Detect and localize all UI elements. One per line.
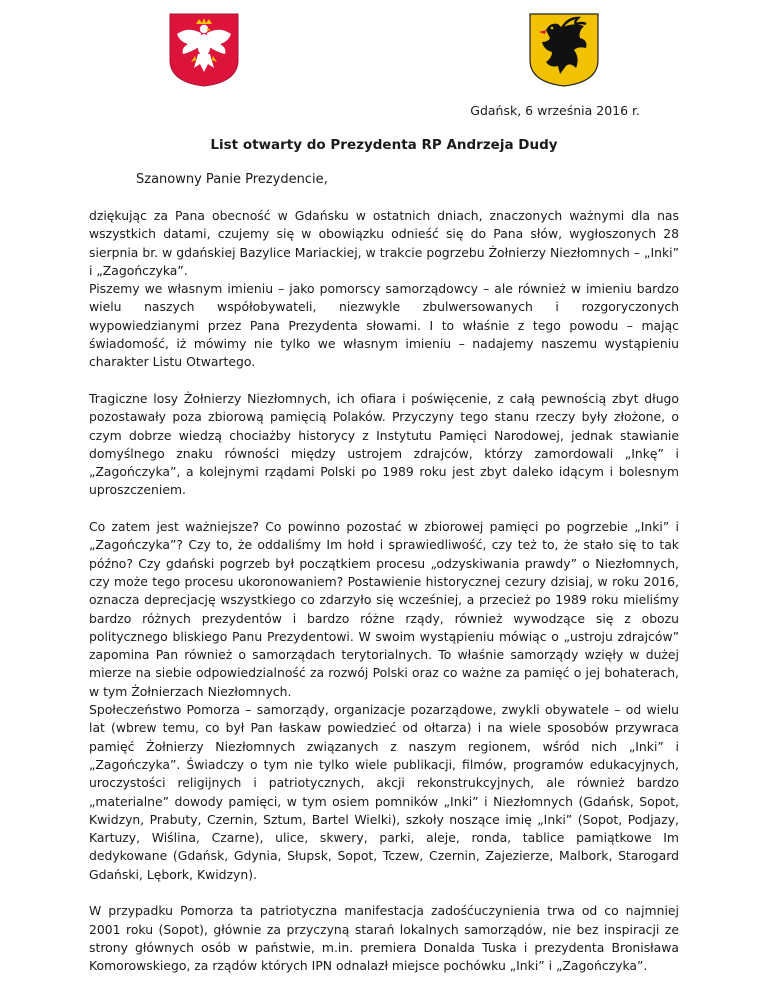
paragraph: W przypadku Pomorza ta patriotyczna manifestacja zadośćuczynienia trwa od co najmniej 2001 roku (Sopot), głównie za przyczyną starań lokalnych samorządów, nie bez inspiracji ze strony głównych osób w państwie, m.in. premiera Donalda Tuska i prezydenta Bronisława Komorowskiego, za rządów których IPN odnalazł miejsce pochówku „Inki” i „Zagończyka”. <box>89 903 679 974</box>
pomerania-coat-of-arms-icon <box>528 12 600 88</box>
poland-coat-of-arms-icon <box>168 12 240 88</box>
letter-salutation: Szanowny Panie Prezydencie, <box>136 172 328 187</box>
paragraph: Społeczeństwo Pomorza – samorządy, organizacje pozarządowe, zwykli obywatele – od wielu lat (wbrew temu, co był Pan łaskaw powiedzieć od ołtarza) i na wiele sposobów przywraca pamięć Żołnierzy Niezłomnych związanych z naszym regionem, wśród nich „Inki” i „Zagończyka”. Świadczy o tym nie tylko wiele publikacji, filmów, programów edukacyjnych, uroczystości religijnych i patriotycznych, akcji rekonstrukcyjnych, ale również bardzo „materialne” dowody pamięci, w tym osiem pomników „Inki” i Niezłomnych (Gdańsk, Sopot, Kwidzyn, Prabuty, Czernin, Sztum, Bartel Wielki), szkoły noszące imię „Inki” (Sopot, Podjazy, Kartuzy, Wiślina, Czarne), ulice, skwery, parki, aleje, ronda, tablice pamiątkowe Im dedykowane (Gdańsk, Gdynia, Słupsk, Sopot, Tczew, Czernin, Zajezierze, Malbork, Starogard Gdański, Lębork, Kwidzyn). <box>89 702 679 882</box>
letter-title: List otwarty do Prezydenta RP Andrzeja Dudy <box>210 137 558 153</box>
paragraph: dziękując za Pana obecność w Gdańsku w ostatnich dniach, znaczonych ważnymi dla nas wszystkich datami, czujemy się w obowiązku odnieść się do Pana słów, wygłoszonych 28 sierpnia br. w gdańskiej Bazylice Mariackiej, w trakcie pogrzebu Żołnierzy Niezłomnych – „Inki” i „Zagończyka”. <box>89 208 679 278</box>
letter-date: Gdańsk, 6 września 2016 r. <box>470 103 640 118</box>
paragraph: Co zatem jest ważniejsze? Co powinno pozostać w zbiorowej pamięci po pogrzebie „Inki” i „Zagończyka”? Czy to, że oddaliśmy Im hołd i sprawiedliwość, czy też to, że stało się to tak późno? Czy gdański pogrzeb był początkiem procesu „odzyskiwania prawdy” o Niezłomnych, czy może tego procesu ukoronowaniem? Postawienie historycznej cezury dzisiaj, w roku 2016, oznacza deprecjację wszystkiego co zdarzyło się wcześniej, a przecież po 1989 roku mieliśmy bardzo różnych prezydentów i bardzo różne rządy, również wywodzące się z obozu politycznego bliskiego Panu Prezydentowi. W swoim wystąpieniu mówiąc o „ustroju zdrajców” zapomina Pan również o samorządach terytorialnych. To właśnie samorządy wzięły w dużej mierze na siebie odpowiedzialność za rozwój Polski oraz co ważne za pamięć o jej bohaterach, w tym Żołnierzach Niezłomnych. <box>89 519 679 699</box>
paragraph: Tragiczne losy Żołnierzy Niezłomnych, ich ofiara i poświęcenie, z całą pewnością zbyt długo pozostawały poza zbiorową pamięcią Polaków. Przyczyny tego stanu rzeczy były złożone, o czym dobrze wiedzą chociażby historycy z Instytutu Pamięci Narodowej, jednak stawianie domyślnego znaku równości między ustrojem zdrajców, którzy zamordowali „Inkę” i „Zagończyka”, a kolejnymi rządami Polski po 1989 roku jest zbyt daleko idącym i bolesnym uproszczeniem. <box>89 390 679 498</box>
paragraph: Piszemy we własnym imieniu – jako pomorscy samorządowcy – ale również w imieniu bardzo wielu naszych współobywateli, niezwykle zbulwersowanych i rozgoryczonych wypowiedzianymi przez Pana Prezydenta słowami. I to właśnie z tego powodu – mając świadomość, iż mówimy nie tylko we własnym imieniu – nadajemy naszemu wystąpieniu charakter Listu Otwartego. <box>89 281 679 370</box>
letter-body <box>89 207 679 994</box>
